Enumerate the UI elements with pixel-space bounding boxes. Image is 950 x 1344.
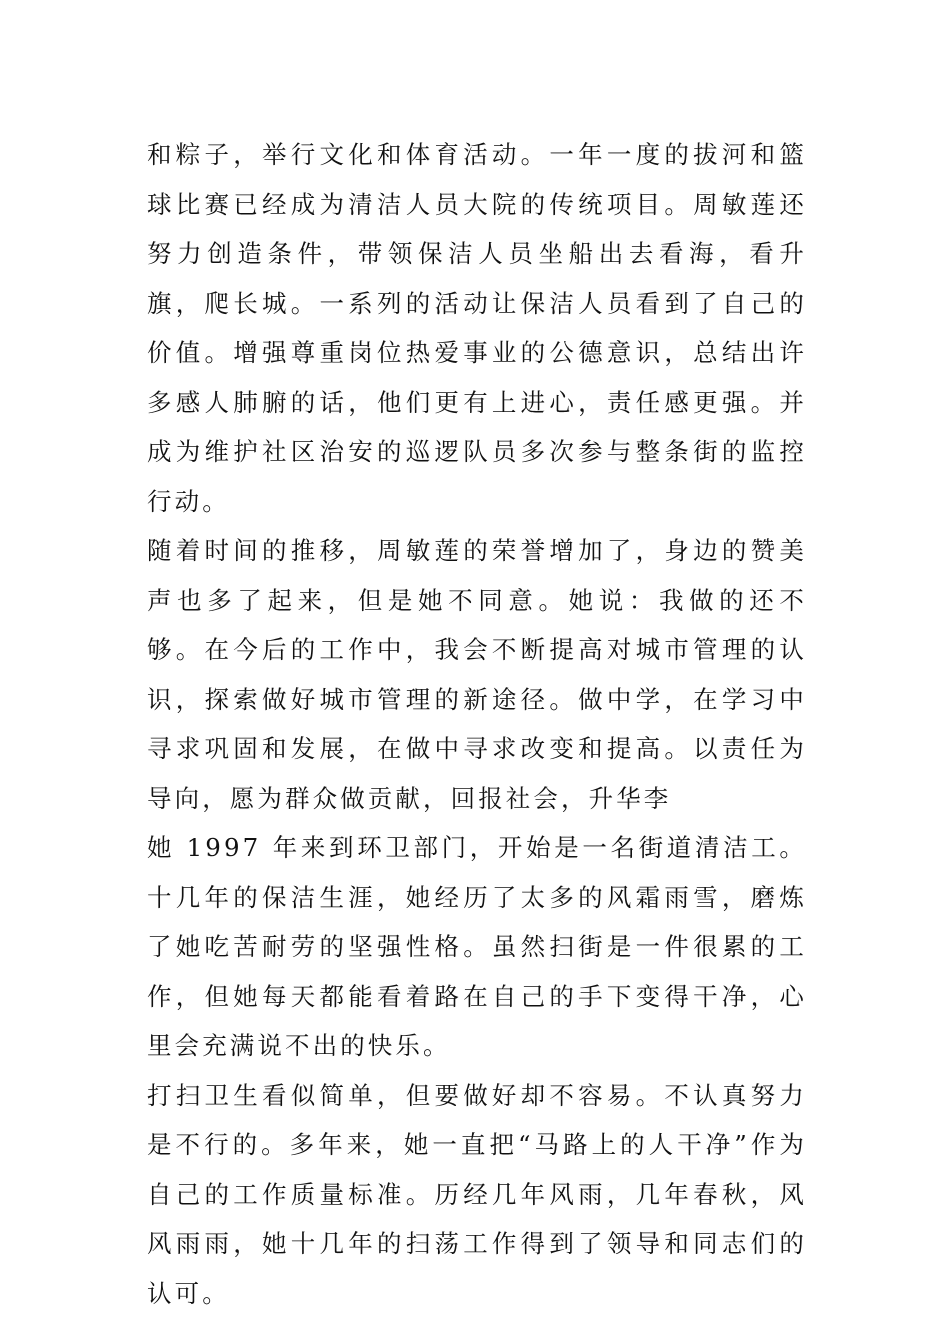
paragraph-4: 打扫卫生看似简单，但要做好却不容易。不认真努力是不行的。多年来，她一直把“马路上的人干净”作为自己的工作质量标准。历经几年风雨，几年春秋，风风雨雨，她十几年的扫荡工作得到了领导和同志们的认可。 bbox=[147, 1080, 807, 1308]
paragraph-3: 她 1997 年来到环卫部门，开始是一名街道清洁工。十几年的保洁生涯，她经历了太多的风霜雨雪，磨炼了她吃苦耐劳的坚强性格。虽然扫街是一件很累的工作，但她每天都能看着路在自己的手下变得干净，心里会充满说不出的快乐。 bbox=[147, 833, 807, 1060]
document-body bbox=[147, 130, 807, 1318]
paragraph-2: 随着时间的推移，周敏莲的荣誉增加了，身边的赞美声也多了起来，但是她不同意。她说：我做的还不够。在今后的工作中，我会不断提高对城市管理的认识，探索做好城市管理的新途径。做中学，在学习中寻求巩固和发展，在做中寻求改变和提高。以责任为导向，愿为群众做贡献，回报社会，升华李 bbox=[147, 536, 807, 813]
paragraph-1: 和粽子，举行文化和体育活动。一年一度的拔河和篮球比赛已经成为清洁人员大院的传统项目。周敏莲还努力创造条件，带领保洁人员坐船出去看海，看升旗，爬长城。一系列的活动让保洁人员看到了自己的价值。增强尊重岗位热爱事业的公德意识，总结出许多感人肺腑的话，他们更有上进心，责任感更强。并成为维护社区治安的巡逻队员多次参与整条街的监控行动。 bbox=[147, 140, 807, 516]
